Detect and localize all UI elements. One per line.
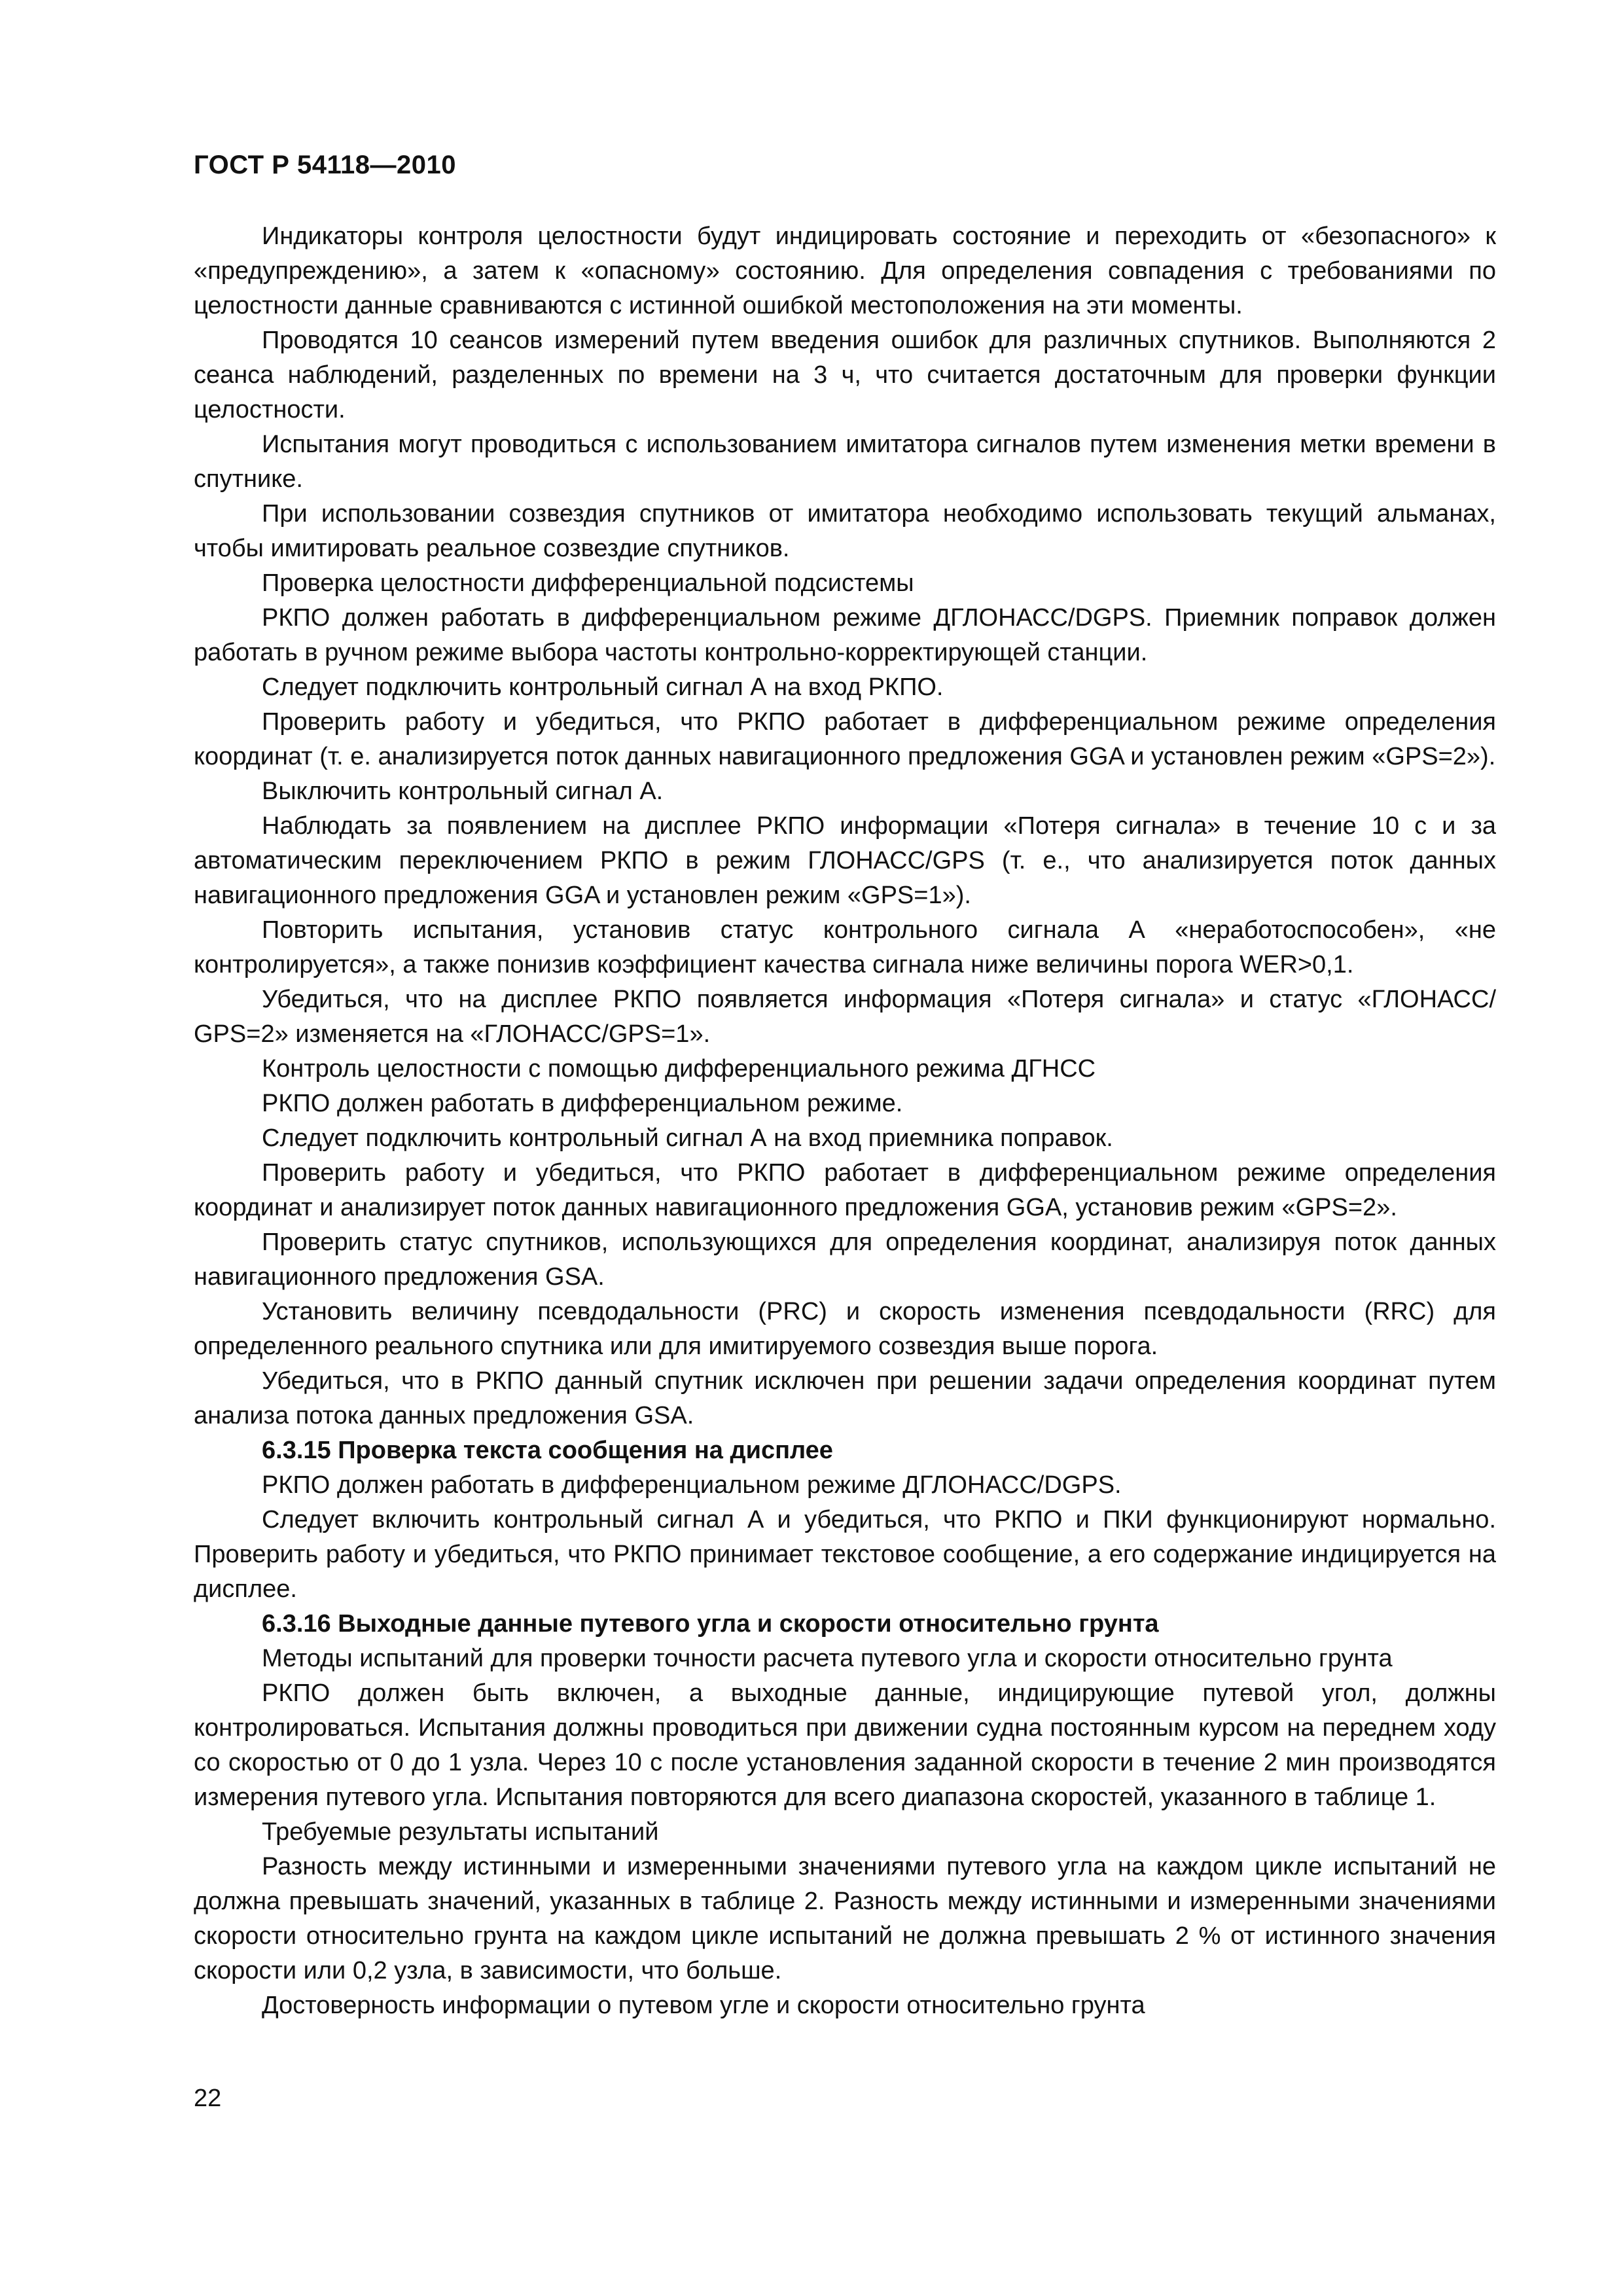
- paragraph: РКПО должен работать в дифференциальном режиме.: [262, 1090, 903, 1117]
- paragraph: Проводятся 10 сеансов измерений путем введения ошибок для различных спутников. Выполняются 2 сеанса наблюдений, разделенных по времени на 3 ч, что считается достаточным для проверки функции целостности.: [194, 327, 1496, 423]
- paragraph: Проверка целостности дифференциальной подсистемы: [262, 569, 914, 597]
- paragraph: РКПО должен работать в дифференциальном режиме ДГЛОНАСС/DGPS. Приемник поправок должен работать в ручном режиме выбора частоты контрольно-корректирующей станции.: [194, 604, 1496, 666]
- paragraph: Проверить работу и убедиться, что РКПО работает в дифференциальном режиме определения координат (т. е. анализируется поток данных навигационного предложения GGA и установлен режим «GPS=2»).: [194, 708, 1496, 770]
- paragraph: Выключить контрольный сигнал А.: [262, 778, 664, 805]
- paragraph: Разность между истинными и измеренными значениями путевого угла на каждом цикле испытаний не должна превышать значений, указанных в таблице 2. Разность между истинными и измеренными значениями скорости относительно грунта на каждом цикле испытаний не должна превышать 2 % от истинного значения скорости или 0,2 узла, в зависимости, что больше.: [194, 1853, 1496, 1984]
- paragraph: Повторить испытания, установив статус контрольного сигнала А «неработоспособен», «не контролируется», а также понизив коэффициент качества сигнала ниже величины порога WER>0,1.: [194, 916, 1496, 978]
- paragraph: Наблюдать за появлением на дисплее РКПО информации «Потеря сигнала» в течение 10 с и за автоматическим переключением РКПО в режим ГЛОНАСС/GPS (т. е., что анализируется поток данных навигационного предложения GGA и установлен режим «GPS=1»).: [194, 812, 1496, 909]
- paragraph: Проверить статус спутников, использующихся для определения координат, анализируя поток данных навигационного предложения GSA.: [194, 1229, 1496, 1291]
- paragraph: РКПО должен работать в дифференциальном режиме ДГЛОНАСС/DGPS.: [262, 1471, 1122, 1499]
- paragraph: Убедиться, что в РКПО данный спутник исключен при решении задачи определения координат путем анализа потока данных предложения GSA.: [194, 1367, 1496, 1429]
- paragraph: Следует включить контрольный сигнал А и убедиться, что РКПО и ПКИ функционируют нормально. Проверить работу и убедиться, что РКПО принимает текстовое сообщение, а его содержание индицируется на дисплее.: [194, 1506, 1496, 1603]
- page-number: 22: [194, 2085, 222, 2112]
- paragraph: Требуемые результаты испытаний: [262, 1818, 659, 1846]
- paragraph: Убедиться, что на дисплее РКПО появляется информация «Потеря сигнала» и статус «ГЛОНАСС/ GPS=2» изменяется на «ГЛОНАСС/GPS=1».: [194, 986, 1496, 1048]
- section-heading: 6.3.16 Выходные данные путевого угла и скорости относительно грунта: [262, 1610, 1159, 1638]
- paragraph: Методы испытаний для проверки точности расчета путевого угла и скорости относительно грунта: [262, 1645, 1393, 1672]
- paragraph: Следует подключить контрольный сигнал А на вход приемника поправок.: [262, 1124, 1113, 1152]
- document-body: [194, 219, 1496, 2023]
- document-header: ГОСТ Р 54118—2010: [194, 151, 456, 179]
- paragraph: Испытания могут проводиться с использованием имитатора сигналов путем изменения метки времени в спутнике.: [194, 431, 1496, 493]
- paragraph: Установить величину псевдодальности (PRC) и скорость изменения псевдодальности (RRC) для определенного реального спутника или для имитируемого созвездия выше порога.: [194, 1298, 1496, 1360]
- paragraph: Контроль целостности с помощью дифференциального режима ДГНСС: [262, 1055, 1096, 1083]
- paragraph: Достоверность информации о путевом угле и скорости относительно грунта: [262, 1992, 1145, 2019]
- paragraph: Индикаторы контроля целостности будут индицировать состояние и переходить от «безопасного» к «предупреждению», а затем к «опасному» состоянию. Для определения совпадения с требованиями по целостности данные сравниваются с истинной ошибкой местоположения на эти моменты.: [194, 223, 1496, 319]
- paragraph: При использовании созвездия спутников от имитатора необходимо использовать текущий альманах, чтобы имитировать реальное созвездие спутников.: [194, 500, 1496, 562]
- paragraph: РКПО должен быть включен, а выходные данные, индицирующие путевой угол, должны контролироваться. Испытания должны проводиться при движении судна постоянным курсом на переднем ходу со скоростью от 0 до 1 узла. Через 10 с после установления заданной скорости в течение 2 мин производятся измерения путевого угла. Испытания повторяются для всего диапазона скоростей, указанного в таблице 1.: [194, 1679, 1496, 1811]
- section-heading: 6.3.15 Проверка текста сообщения на дисплее: [262, 1437, 833, 1464]
- paragraph: Следует подключить контрольный сигнал А на вход РКПО.: [262, 673, 944, 701]
- paragraph: Проверить работу и убедиться, что РКПО работает в дифференциальном режиме определения координат и анализирует поток данных навигационного предложения GGA, установив режим «GPS=2».: [194, 1159, 1496, 1221]
